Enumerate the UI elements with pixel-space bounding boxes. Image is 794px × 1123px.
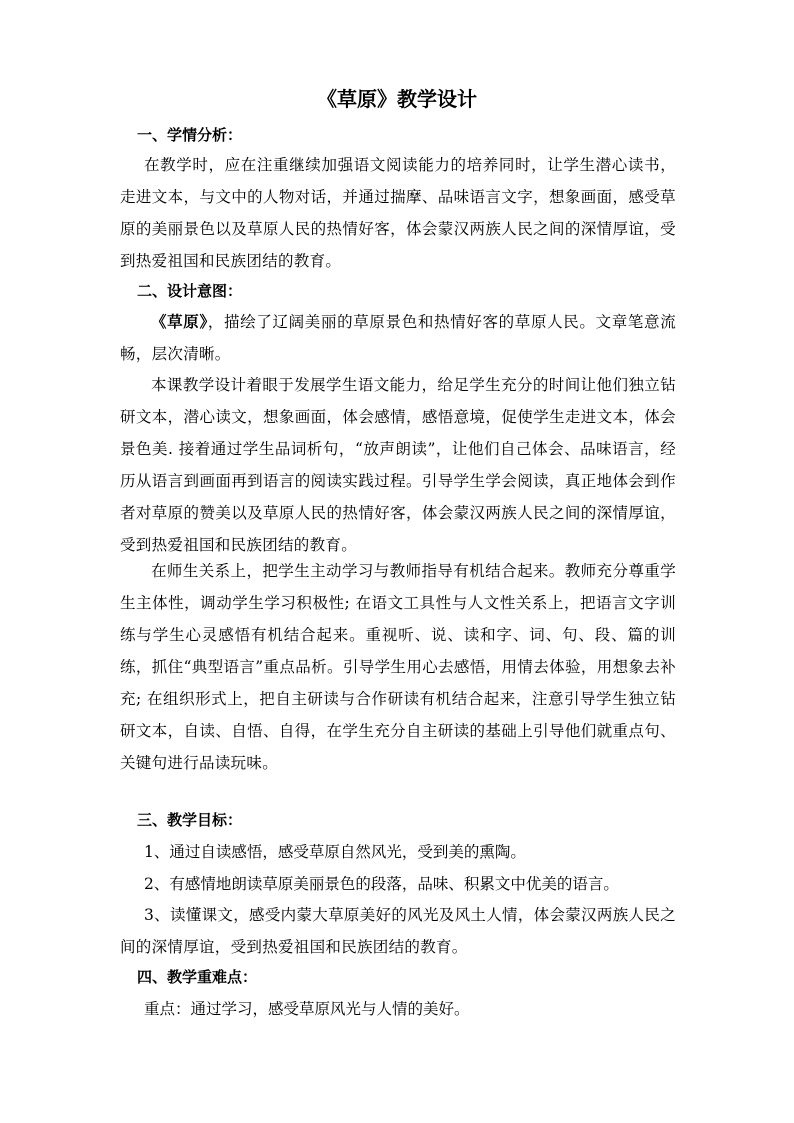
paragraph-design-intent-1-text: ，描绘了辽阔美丽的草原景色和热情好客的草原人民。文章笔意流畅，层次清晰。 [120,313,677,363]
paragraph-learner-analysis: 在教学时，应在注重继续加强语文阅读能力的培养同时，让学生潜心读书，走进文本，与文中的人物对话，并通过揣摩、品味语言文字，想象画面，感受草原的美丽景色以及草原人民的热情好客，体会蒙汉两族人民之间的深情厚谊，受到热爱祖国和民族团结的教育。 [120,156,676,270]
document-title: 《草原》教学设计 [317,87,477,111]
section-heading-key-points: 四、教学重难点： [137,968,258,986]
text-title-reference: 《草原》 [151,312,208,331]
goal-item-2: 2、有感情地朗读草原美丽景色的段落，品味、积累文中优美的语言。 [144,875,619,893]
paragraph-design-intent-1 [120,306,676,370]
paragraph-design-intent-2: 本课教学设计着眼于发展学生语文能力，给足学生充分的时间让他们独立钻研文本，潜心读文，想象画面，体会感情，感悟意境，促使学生走进文本，体会景色美. 接着通过学生品词析句，“放声朗读”，让他们自己体会、品味语言，经历从语言到画面再到语言的阅读实践过程。引导学生学会阅读，真正地体会到作者对草原的赞美以及草原人民的热情好客，体会蒙汉两族人民之间的深情厚谊，受到热爱祖国和民族团结的教育。 [120,376,676,554]
section-heading-design-intent: 二、设计意图： [137,282,243,300]
key-point-text: 重点：通过学习，感受草原风光与人情的美好。 [144,1000,470,1018]
goal-item-3: 3、读懂课文，感受内蒙大草原美好的风光及风土人情，体会蒙汉两族人民之间的深情厚谊，受到热爱祖国和民族团结的教育。 [120,906,676,956]
section-heading-teaching-goals: 三、教学目标： [137,811,243,829]
section-heading-learner-analysis: 一、学情分析： [137,126,243,144]
goal-item-1: 1、通过自读感悟，感受草原自然风光，受到美的熏陶。 [144,843,526,861]
paragraph-design-intent-3: 在师生关系上，把学生主动学习与教师指导有机结合起来。教师充分尊重学生主体性，调动学生学习积极性; 在语文工具性与人文性关系上，把语言文字训练与学生心灵感悟有机结合起来。重视听、说、读和字、词、句、段、篇的训练，抓住“典型语言”重点品析。引导学生用心去感悟，用情去体验，用想象去补充; 在组织形式上，把自主研读与合作研读有机结合起来，注意引导学生独立钻研文本，自读、自悟、自得，在学生充分自主研读的基础上引导他们就重点句、关键句进行品读玩味。 [120,562,676,772]
